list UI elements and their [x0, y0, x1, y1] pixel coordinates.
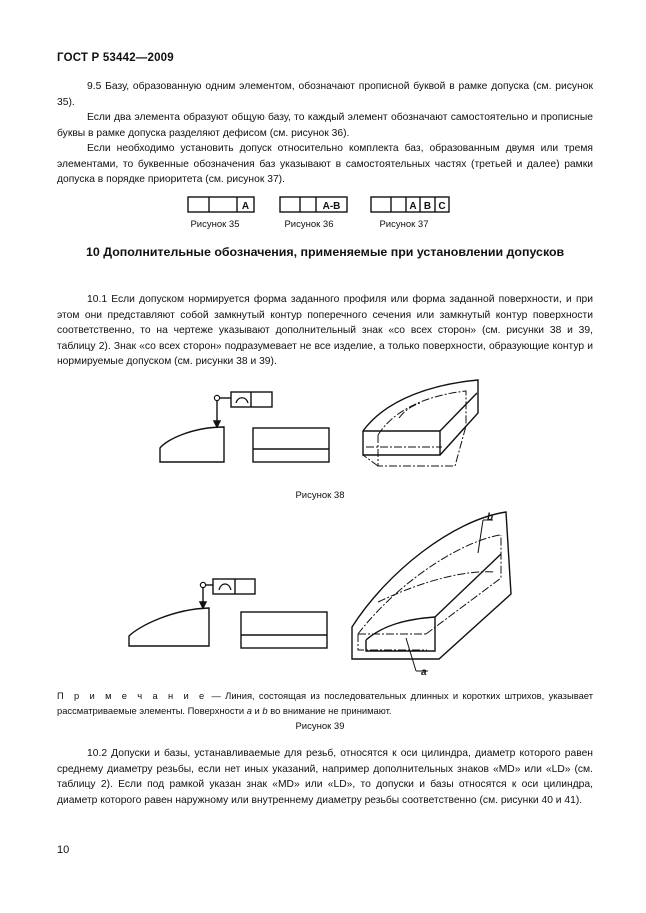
profile-outline: [160, 427, 224, 462]
profile-tolerance-frame: [213, 579, 255, 594]
frame-37-letter-c: C: [438, 201, 446, 212]
label-b: b: [487, 512, 494, 523]
caption-figure-37: Рисунок 37: [379, 219, 429, 230]
paragraph-10-2: 10.2 Допуски и базы, устанавливаемые для резьб, относятся к оси цилиндра, диаметр которого равен среднему диаметру резьбы, если нет иных указаний, например дополнительных знаков «MD» или «LD» (см. таблицу 2). Если под рамкой указан знак «MD» или «LD», то допуски и базы относятся к оси цилиндра, диаметр которого равен наружному или внутреннему диаметру резьбы соответственно (см. рисунки 40 и 41).: [57, 748, 593, 806]
caption-figure-35: Рисунок 35: [190, 219, 240, 230]
tolerance-frames-figure: [180, 195, 450, 215]
caption-figure-36: Рисунок 36: [284, 219, 334, 230]
note-surface-a: a: [246, 704, 252, 716]
note-end: во внимание не принимают.: [267, 704, 392, 716]
paragraph-9-5-common-base: Если два элемента образуют общую базу, то каждый элемент обозначают самостоятельно и прописные буквы в рамке допуска разделяют дефисом (см. рисунок 36).: [57, 112, 593, 139]
page-number: 10: [57, 844, 70, 856]
figure-39-note: [57, 689, 593, 718]
document-header: ГОСТ Р 53442—2009: [57, 52, 174, 64]
frame-37-letter-a: A: [409, 201, 417, 212]
label-a: a: [421, 667, 427, 678]
note-surface-b: b: [262, 704, 268, 716]
figure-38-drawing: [150, 378, 490, 490]
figure-39-drawing: [125, 508, 525, 683]
section-10-heading: 10 Дополнительные обозначения, применяемые при установлении допусков: [86, 245, 565, 259]
side-view: [253, 428, 329, 462]
profile-outline: [129, 608, 209, 646]
caption-figure-39: Рисунок 39: [295, 721, 345, 732]
profile-form-symbol: [236, 398, 248, 403]
profile-form-symbol: [219, 584, 231, 590]
paragraph-10-1: 10.1 Если допуском нормируется форма заданного профиля или форма заданной поверхности, и при этом они представляют собой замкнутый контур поперечного сечения или замкнутый контур поверхности соответственно, то на чертеже указывают дополнительный знак «со всех сторон» (см. рисунки 38 и 39, таблицу 2). Знак «со всех сторон» подразумевает не все изделие, а только поверхности, образующие контур и нормируемые допуском (см. рисунки 38 и 39).: [57, 294, 593, 368]
note-prefix: П р и м е ч а н и е: [57, 690, 208, 701]
paragraph-9-5: 9.5 Базу, образованную одним элементом, обозначают прописной буквой в рамке допуска (см. рисунок 35).: [57, 81, 593, 108]
frame-37-letter-b: B: [423, 201, 432, 212]
frame-35-letter: A: [241, 201, 250, 212]
frame-36-letters: A-B: [322, 201, 341, 212]
paragraph-9-5-base-set: Если необходимо установить допуск относительно комплекта баз, образованным двумя или тремя элементами, то буквенные обозначения баз указывают в самостоятельных частях (третьей и далее) рамки допуска в порядке приоритета (см. рисунок 37).: [57, 143, 593, 186]
note-mid: и: [251, 704, 263, 716]
note-text: — Линия, состоящая из последовательных длинных и коротких штрихов, указывает рассматриваемые элементы. Поверхности: [57, 690, 593, 716]
caption-figure-38: Рисунок 38: [295, 490, 345, 501]
side-view: [241, 612, 327, 648]
